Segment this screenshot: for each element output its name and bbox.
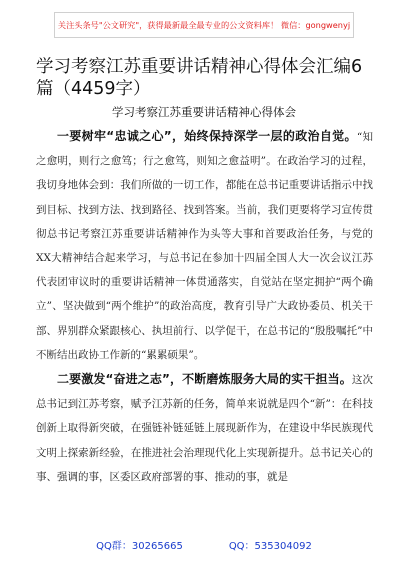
promo-banner xyxy=(54,12,354,38)
paragraph-1-text: “知之愈明，则行之愈笃；行之愈笃，则知之愈益明”。在政治学习的过程，我切身地体会到：我们所做的一切工作，都能在总书记重要讲话指示中找到目标、找到方法、找到路径、找到答案。当前，我们更要将学习宣传贯彻总书记考察江苏重要讲话精神作为头等大事和首要政治任务，与党的XX大精神结合起来学习，与总书记在参加十四届全国人大一次会议江苏代表团审议时的重要讲话精神一体贯通落实，自觉站在坚定拥护“两个确立”、坚决做到“两个维护”的政治高度，教育引导广大政协委员、机关干部、界别群众紧跟核心、执坦前行、以学促干，在总书记的“殷殷嘱托”中不断结出政协工作新的“累累硕果”。 xyxy=(36,131,374,361)
paragraph-1 xyxy=(36,124,373,367)
footer-qq-group: QQ群：30265665 xyxy=(96,541,183,552)
paragraph-1-lead: 一要树牢“忠诚之心”，始终保持深学一层的政治自觉。 xyxy=(57,129,357,143)
paragraph-2-lead: 二要激发“奋进之志”，不断磨炼服务大局的实干担当。 xyxy=(57,372,352,387)
promo-banner-text: 关注头条号"公文研究"，获得最新最全最专业的公文资料库！ 微信：gongwenyj xyxy=(57,19,351,30)
paragraph-2-text: 这次总书记到江苏考察，赋予江苏新的任务，简单来说就是四个“新”：在科技创新上取得新突破，在强链补链延链上展现新作为，在建设中华民族现代文明上探索新经验，在推进社会治理现代化上实现新提升。总书记关心的事、强调的事，区委区政府部署的事、推动的事，就是 xyxy=(36,374,373,483)
document-body xyxy=(36,124,373,489)
paragraph-2 xyxy=(36,367,373,489)
document-subtitle: 学习考察江苏重要讲话精神心得体会 xyxy=(112,105,296,119)
document-title: 学习考察江苏重要讲话精神心得体会汇编6篇（4459字） xyxy=(36,57,363,99)
footer-contacts xyxy=(0,537,408,553)
footer-qq: QQ：535304092 xyxy=(228,541,312,552)
